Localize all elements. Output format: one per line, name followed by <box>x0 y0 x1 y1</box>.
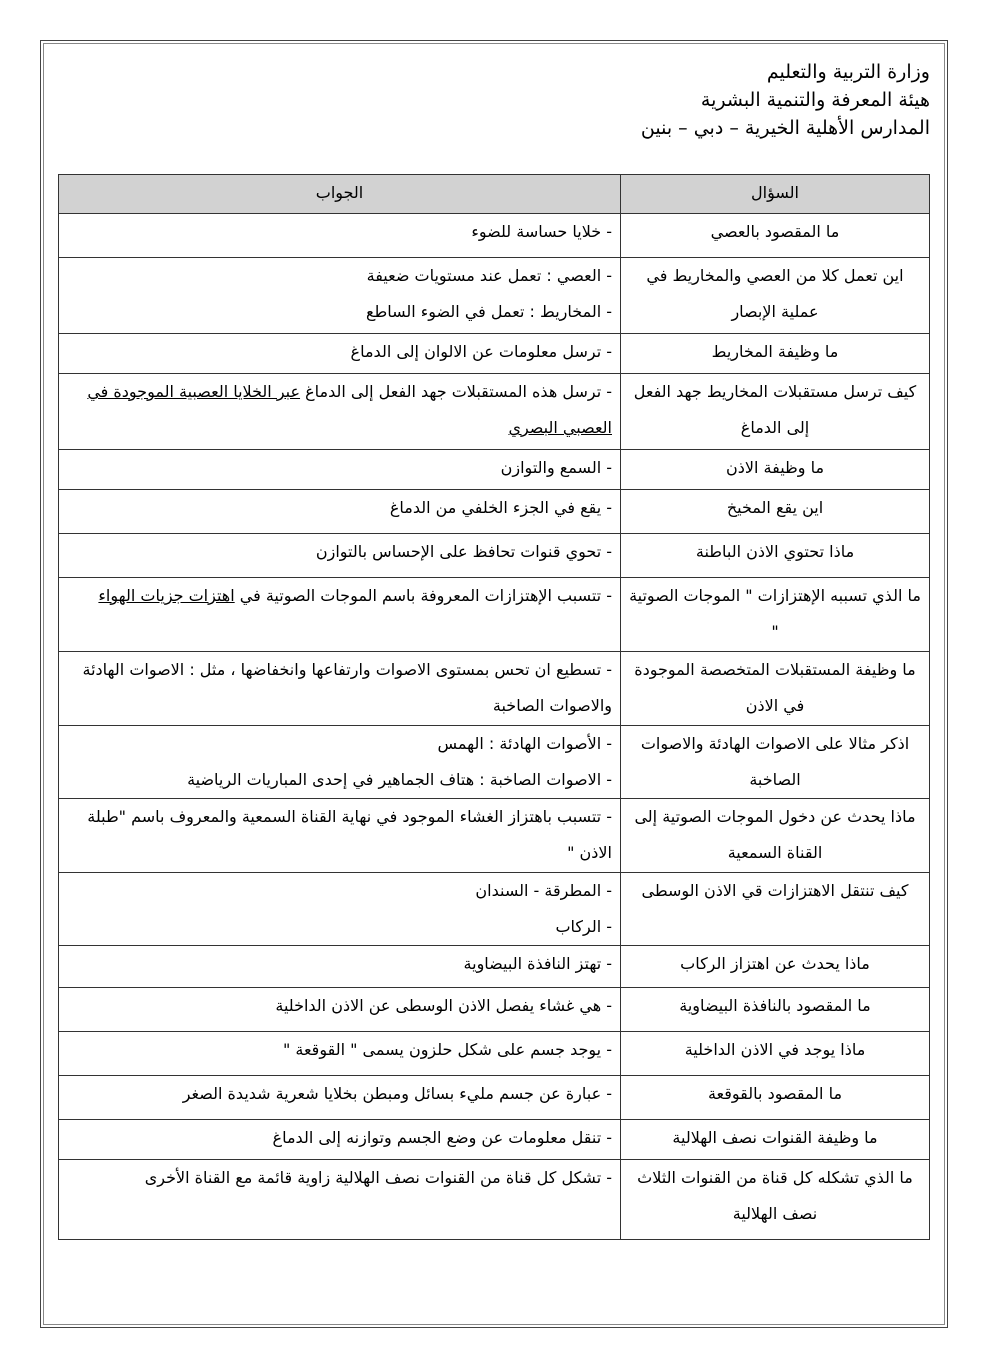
answer-line: - يوجد جسم على شكل حلزون يسمى " القوقعة " <box>282 1040 612 1059</box>
answer-text: - ترسل هذه المستقبلات جهد الفعل إلى الدماغ <box>300 382 612 401</box>
answer-line: - تحوي قنوات تحافظ على الإحساس بالتوازن <box>315 542 612 561</box>
question-cell: كيف تنتقل الاهتزازات قي الاذن الوسطى <box>621 873 930 946</box>
answer-cell <box>59 214 621 258</box>
table-header-row <box>59 175 930 214</box>
question-cell: ما وظيفة القنوات نصف الهلالية <box>621 1120 930 1160</box>
answer-line: - الأصوات الهادئة : الهمس <box>437 734 612 753</box>
question-cell: كيف ترسل مستقبلات المخاريط جهد الفعل إلى الدماغ <box>621 374 930 450</box>
ministry-name: وزارة التربية والتعليم <box>766 61 930 83</box>
answer-line: - تسطيع ان تحس بمستوى الاصوات وارتفاعها وانخفاضها ، مثل : الاصوات الهادئة والاصوات الصاخبة <box>82 660 612 715</box>
question-cell: ما المقصود بالنافذة البيضاوية <box>621 988 930 1032</box>
answer-cell <box>59 799 621 873</box>
table-row <box>59 652 930 726</box>
answer-line: - خلايا حساسة للضوء <box>471 222 612 241</box>
answer-line: - عبارة عن جسم مليء بسائل ومبطن بخلايا شعرية شديدة الصغر <box>182 1084 612 1103</box>
question-cell: اين يقع المخيخ <box>621 490 930 534</box>
answer-line: - المطرقة - السندان <box>475 881 612 900</box>
answer-cell <box>59 726 621 799</box>
table-row <box>59 873 930 946</box>
answer-cell <box>59 1032 621 1076</box>
table-row <box>59 334 930 374</box>
question-cell: ماذا يوجد في الاذن الداخلية <box>621 1032 930 1076</box>
question-cell: ما المقصود بالقوقعة <box>621 1076 930 1120</box>
answer-line: - تتسبب باهتزاز الغشاء الموجود في نهاية القناة السمعية والمعروف باسم "طبلة الاذن " <box>87 807 612 862</box>
table-row <box>59 490 930 534</box>
answer-cell <box>59 258 621 334</box>
question-cell: ما الذي تشكله كل قناة من القنوات الثلاث نصف الهلالية <box>621 1160 930 1240</box>
question-column-header: السؤال <box>621 175 930 214</box>
table-row <box>59 374 930 450</box>
question-cell: ما وظيفة المستقبلات المتخصصة الموجودة في الاذن <box>621 652 930 726</box>
answer-cell <box>59 1160 621 1240</box>
answer-text: - تتسبب الإهتزازات المعروفة باسم الموجات الصوتية في <box>234 586 612 605</box>
table-row <box>59 534 930 578</box>
answer-cell <box>59 988 621 1032</box>
answer-line: - العصي : تعمل عند مستويات ضعيفة <box>366 266 612 285</box>
table-row <box>59 450 930 490</box>
question-cell: ما الذي تسببه الإهتزازات " الموجات الصوتية " <box>621 578 930 652</box>
answer-line: - تهتز النافذة البيضاوية <box>463 954 612 973</box>
answer-column-header: الجواب <box>59 175 621 214</box>
answer-cell <box>59 578 621 652</box>
question-cell: ما وظيفة الاذن <box>621 450 930 490</box>
table-row <box>59 799 930 873</box>
table-row <box>59 578 930 652</box>
qa-table <box>58 174 930 1240</box>
answer-line: - الاصوات الصاخبة : هتاف الجماهير في إحدى المباريات الرياضية <box>187 770 612 789</box>
table-row <box>59 1032 930 1076</box>
table-row <box>59 726 930 799</box>
answer-cell <box>59 334 621 374</box>
answer-cell <box>59 450 621 490</box>
answer-line: - ترسل معلومات عن الالوان إلى الدماغ <box>350 342 612 361</box>
answer-cell <box>59 652 621 726</box>
answer-cell <box>59 873 621 946</box>
answer-cell <box>59 946 621 988</box>
answer-cell <box>59 534 621 578</box>
answer-underlined-text: اهتزات جزيات الهواء <box>98 586 235 605</box>
answer-cell <box>59 1120 621 1160</box>
authority-name: هيئة المعرفة والتنمية البشرية <box>700 89 930 111</box>
document-header <box>641 58 930 142</box>
answer-underlined-text: عبر الخلايا العصبية الموجودة في العصبي البصري <box>87 382 612 437</box>
answer-cell <box>59 1076 621 1120</box>
answer-cell <box>59 374 621 450</box>
table-row <box>59 1076 930 1120</box>
answer-line: - المخاريط : تعمل في الضوء الساطع <box>365 302 612 321</box>
answer-line: - يقع في الجزء الخلفي من الدماغ <box>389 498 612 517</box>
answer-line: - تشكل كل قناة من القنوات نصف الهلالية زاوية قائمة مع القناة الأخرى <box>144 1168 612 1187</box>
question-cell: اذكر مثالا على الاصوات الهادئة والاصوات الصاخبة <box>621 726 930 799</box>
answer-line: - هي غشاء يفصل الاذن الوسطى عن الاذن الداخلية <box>275 996 612 1015</box>
question-cell: ما المقصود بالعصي <box>621 214 930 258</box>
answer-line: - الركاب <box>555 917 612 936</box>
answer-cell <box>59 490 621 534</box>
table-row <box>59 1160 930 1240</box>
answer-line: - السمع والتوازن <box>500 458 612 477</box>
question-cell: ما وظيفة المخاريط <box>621 334 930 374</box>
table-row <box>59 988 930 1032</box>
question-cell: ماذا يحدث عن اهتزاز الركاب <box>621 946 930 988</box>
question-cell: ماذا يحدث عن دخول الموجات الصوتية إلى القناة السمعية <box>621 799 930 873</box>
answer-line: - تنقل معلومات عن وضع الجسم وتوازنه إلى الدماغ <box>272 1128 612 1147</box>
question-cell: ماذا تحتوي الاذن الباطنة <box>621 534 930 578</box>
question-cell: اين تعمل كلا من العصي والمخاريط في عملية الإبصار <box>621 258 930 334</box>
table-row <box>59 1120 930 1160</box>
table-row <box>59 258 930 334</box>
school-name: المدارس الأهلية الخيرية – دبي – بنين <box>640 117 930 139</box>
table-row <box>59 214 930 258</box>
table-row <box>59 946 930 988</box>
